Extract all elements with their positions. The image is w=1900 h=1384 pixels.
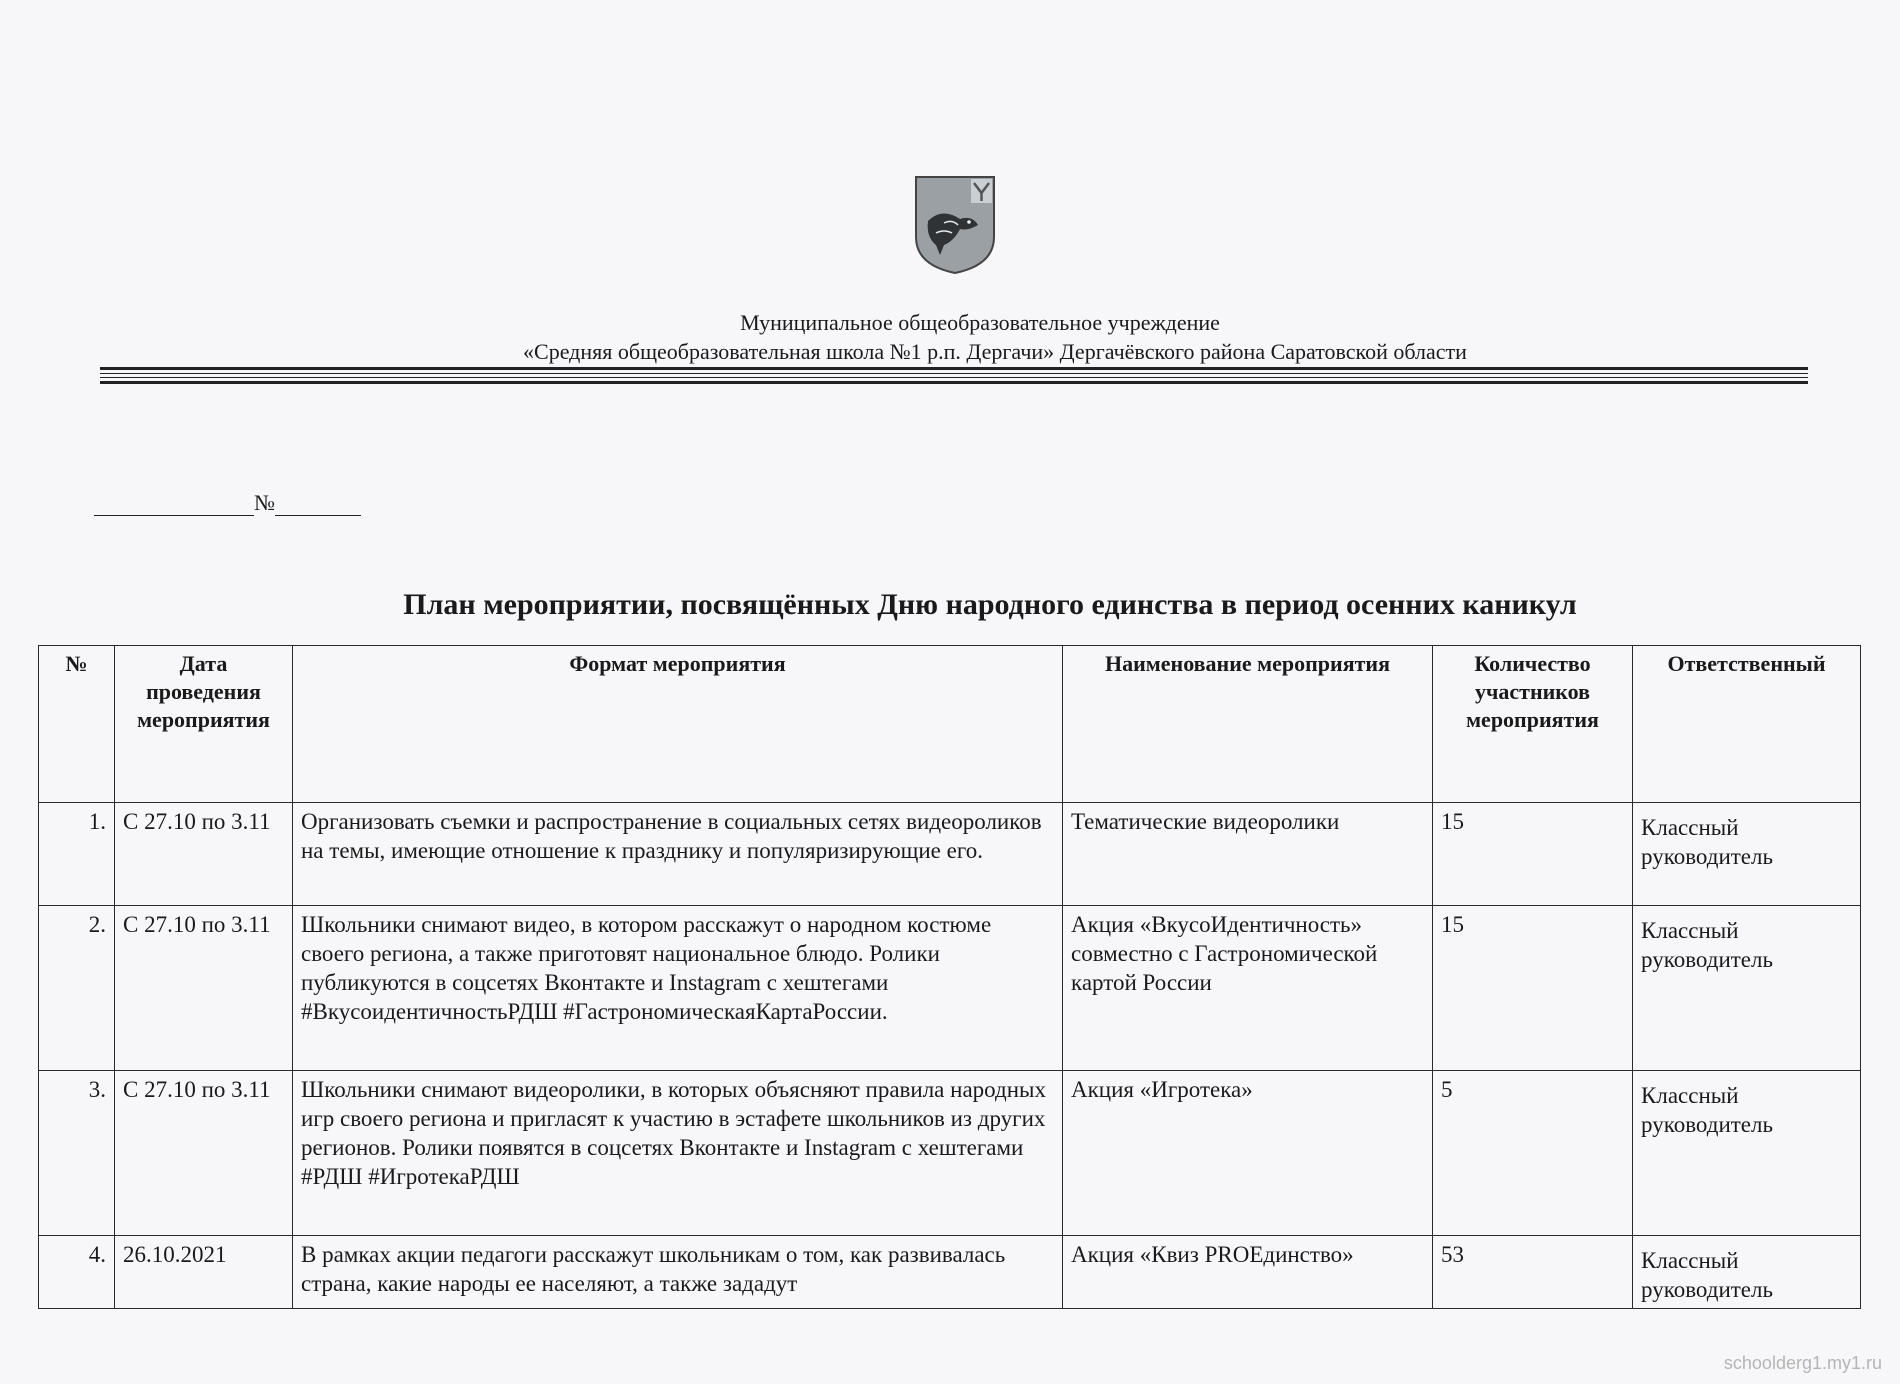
header-rule bbox=[100, 367, 1808, 370]
header-rule bbox=[100, 381, 1808, 384]
date-blank bbox=[94, 493, 254, 516]
row-event-name: Акция «Квиз PROЕдинство» bbox=[1063, 1236, 1433, 1309]
row-event-name: Акция «ВкусоИдентичность» совместно с Гастрономической картой России bbox=[1063, 906, 1433, 1071]
row-date: С 27.10 по 3.11 bbox=[115, 906, 293, 1071]
number-sign: № bbox=[254, 490, 275, 515]
row-event-name: Акция «Игротека» bbox=[1063, 1071, 1433, 1236]
row-number: 2. bbox=[39, 906, 115, 1071]
header-format: Формат мероприятия bbox=[293, 646, 1063, 803]
row-format: Организовать съемки и распространение в социальных сетях видеороликов на темы, имеющие отношение к празднику и популяризирующие его. bbox=[293, 803, 1063, 906]
coat-of-arms-icon bbox=[914, 175, 996, 275]
row-responsible: Классный руководитель bbox=[1633, 1071, 1861, 1236]
row-date: С 27.10 по 3.11 bbox=[115, 1071, 293, 1236]
row-responsible: Классный руководитель bbox=[1633, 803, 1861, 906]
row-participants: 5 bbox=[1433, 1071, 1633, 1236]
row-number: 3. bbox=[39, 1071, 115, 1236]
org-name-line-2: «Средняя общеобразовательная школа №1 р.п. Дергачи» Дергачёвского района Саратовской области bbox=[523, 339, 1467, 364]
row-format: Школьники снимают видеоролики, в которых объясняют правила народных игр своего региона и пригласят к участию в эстафете школьников из других регионов. Ролики появятся в соцсетях Вконтакте и Instagram с хештегами #РДШ #ИгротекаРДШ bbox=[293, 1071, 1063, 1236]
events-table bbox=[38, 645, 1861, 1309]
row-date: 26.10.2021 bbox=[115, 1236, 293, 1309]
table-header-row bbox=[39, 646, 1861, 803]
header-responsible: Ответственный bbox=[1633, 646, 1861, 803]
header-rule bbox=[100, 373, 1808, 374]
org-name-line-1: Муниципальное общеобразовательное учреждение bbox=[740, 310, 1220, 335]
header-date: Дата проведения мероприятия bbox=[115, 646, 293, 803]
document-number-line bbox=[94, 490, 361, 516]
header-event-name: Наименование мероприятия bbox=[1063, 646, 1433, 803]
table-row bbox=[39, 906, 1861, 1071]
number-blank bbox=[275, 493, 361, 516]
table-row bbox=[39, 803, 1861, 906]
row-format: В рамках акции педагоги расскажут школьникам о том, как развивалась страна, какие народы ее населяют, а также зададут bbox=[293, 1236, 1063, 1309]
row-participants: 15 bbox=[1433, 803, 1633, 906]
row-responsible: Классный руководитель bbox=[1633, 906, 1861, 1071]
header-rule bbox=[100, 377, 1808, 378]
row-responsible: Классный руководитель bbox=[1633, 1236, 1861, 1309]
row-number: 1. bbox=[39, 803, 115, 906]
row-date: С 27.10 по 3.11 bbox=[115, 803, 293, 906]
row-participants: 53 bbox=[1433, 1236, 1633, 1309]
row-format: Школьники снимают видео, в котором расскажут о народном костюме своего региона, а также приготовят национальное блюдо. Ролики публикуются в соцсетях Вконтакте и Instagram с хештегами #ВкусоидентичностьРДШ #ГастрономическаяКартаРоссии. bbox=[293, 906, 1063, 1071]
document-title: План мероприятии, посвящённых Дню народного единства в период осенних каникул bbox=[403, 588, 1577, 621]
row-participants: 15 bbox=[1433, 906, 1633, 1071]
header-participants: Количество участников мероприятия bbox=[1433, 646, 1633, 803]
table-row bbox=[39, 1236, 1861, 1309]
site-watermark: schoolderg1.my1.ru bbox=[1723, 1353, 1882, 1373]
row-number: 4. bbox=[39, 1236, 115, 1309]
table-row bbox=[39, 1071, 1861, 1236]
header-number: № bbox=[39, 646, 115, 803]
row-event-name: Тематические видеоролики bbox=[1063, 803, 1433, 906]
organization-header bbox=[0, 308, 1900, 366]
